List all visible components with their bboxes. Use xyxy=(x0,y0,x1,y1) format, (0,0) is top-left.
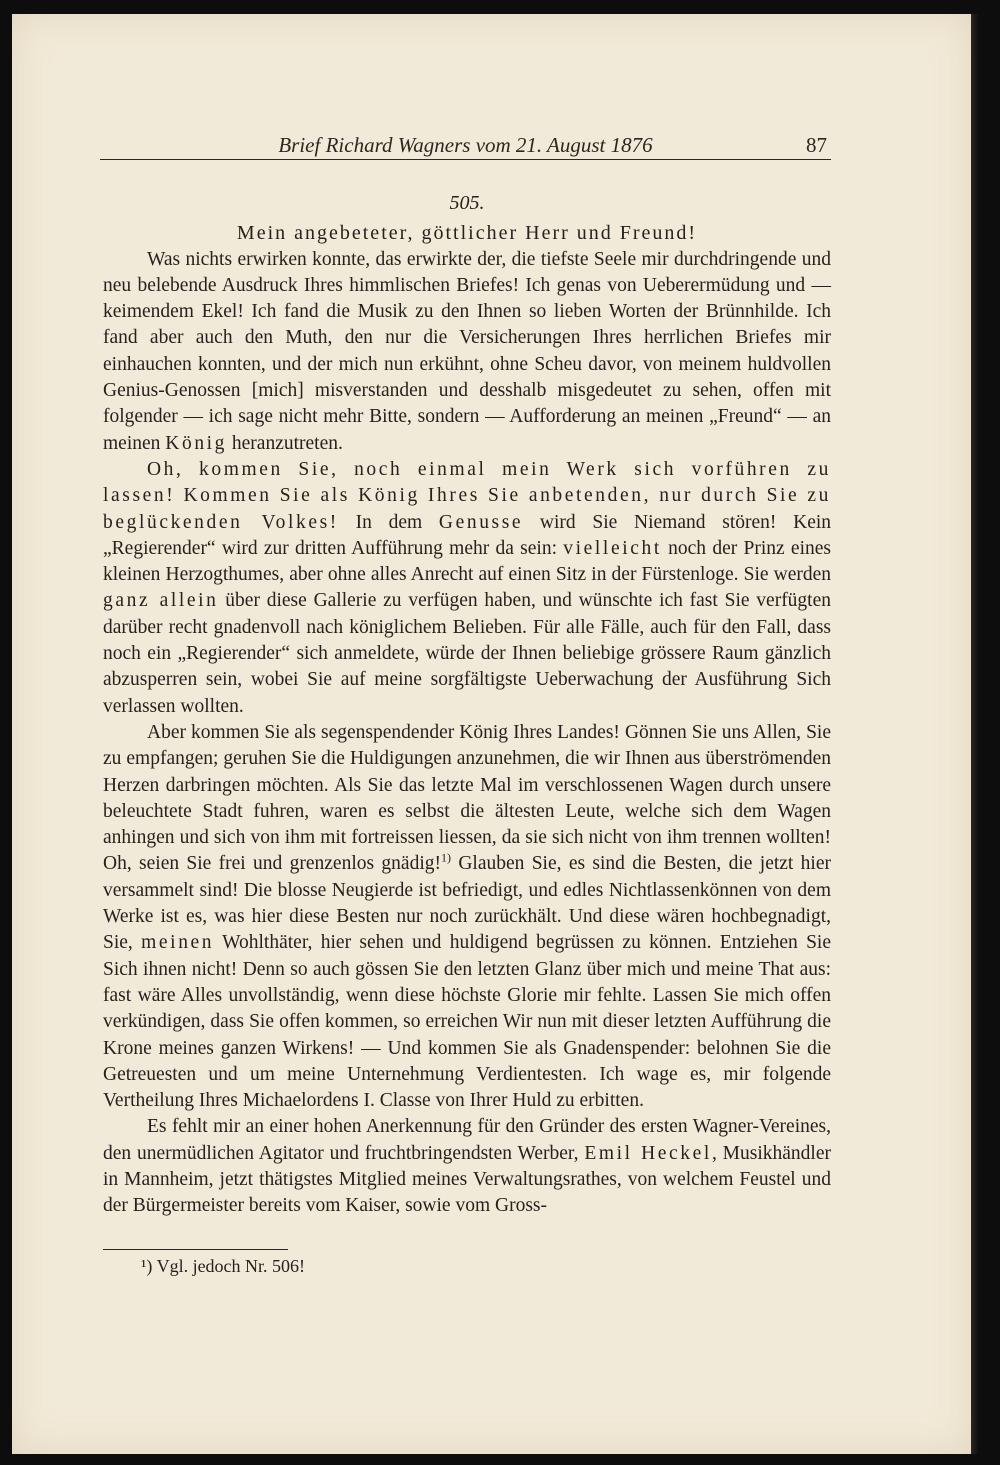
paragraph-3-text: Aber kommen Sie als segenspendender König Ihres Landes! Gönnen Sie uns Allen, Sie zu empfangen; geruhen Sie die Huldigungen anzunehmen, die wir Ihnen aus überströmenden Herzen darbringen möchten. Als Sie das letzte Mal im verschlossenen Wagen durch unsere beleuchtete Stadt fuhren, waren es selbst die ältesten Leute, welche sich dem Wagen anhingen und sich von ihm mit fortreissen liessen, da sie sich nicht von ihm trennen wollten! Oh, seien Sie frei und grenzenlos gnädig! xyxy=(103,721,831,875)
spaced-word: ganz allein xyxy=(103,590,219,612)
paragraph-4 xyxy=(103,1114,831,1219)
footnote-rule xyxy=(103,1249,288,1250)
page-edge xyxy=(971,14,979,1454)
running-title: Brief Richard Wagners vom 21. August 1876 xyxy=(278,133,653,157)
footnote-text: ¹) Vgl. jedoch Nr. 506! xyxy=(141,1256,306,1276)
paragraph-1-text: Was nichts erwirken konnte, das erwirkte der, die tiefste Seele mir durchdringende und neu belebende Ausdruck Ihres himmlischen Briefes! Ich genas von Ueberermüdung und — keimendem Ekel! Ich fand die Musik zu den Ihnen so lieben Worten der Brünnhilde. Ich fand aber auch den Muth, den nur die Versicherungen Ihres herrlichen Briefes mir einhauchen konnten, und der mich nun erkühnt, ohne Scheu davor, von meinem huldvollen Genius-Genossen [mich] misverstanden und desshalb misgedeutet zu sehen, offen mit folgender — ich sage nicht mehr Bitte, sondern — Aufforderung an meinen „Freund“ — an meinen xyxy=(103,248,831,454)
paragraph-4-text: Es fehlt mir an einer hohen Anerkennung für den Gründer des ersten Wagner-Vereines, den unermüdlichen Agitator und fruchtbringendsten Werber, xyxy=(103,1116,831,1164)
letter-number: 505. xyxy=(449,192,485,214)
spaced-word: vielleicht xyxy=(563,537,662,559)
salutation: Mein angebeteter, göttlicher Herr und Freund! xyxy=(236,222,698,245)
paragraph-2-text: In dem xyxy=(355,511,423,533)
paragraph-2-text: noch der Prinz eines kleinen Herzogthumes, aber ohne alles Anrecht auf einen Sitz in der Fürstenloge. Sie werden xyxy=(103,537,832,586)
paragraph-2-text: wird Sie Niemand stören! Kein „Regierender“ wird zur dritten Aufführung mehr da sein: xyxy=(103,511,832,559)
paragraph-1-end: heranzutreten. xyxy=(231,432,343,454)
spaced-text: Oh, kommen Sie, noch einmal mein Werk sich vorführen zu lassen! Kommen Sie als König Ihres Sie anbetenden, nur durch Sie zu beglückenden Volkes! xyxy=(103,458,831,533)
paragraph-4-text: , Musikhändler in Mannheim, jetzt thätigstes Mitglied meines Verwaltungsrathes, von welchem Feustel und der Bürgermeister bereits vom Kaiser, sowie vom Gross- xyxy=(103,1142,831,1217)
footnote xyxy=(103,1249,831,1277)
running-header xyxy=(100,131,831,160)
spaced-word: meinen xyxy=(141,932,215,954)
spaced-word: König xyxy=(165,432,228,454)
paragraph-3 xyxy=(103,720,831,1114)
paragraph-1 xyxy=(103,247,831,457)
spaced-word: Genusse xyxy=(438,511,524,533)
paragraph-3-text: Glauben Sie, es sind die Besten, die jetzt hier versammelt sind! Die blosse Neugierde ist befriedigt, und edles Nichtlassenkönnen von dem Werke ist es, was hier diese Besten nur noch zurückhält. Und diese wären hochbegnadigt, Sie, xyxy=(103,853,831,954)
letter-body xyxy=(103,190,831,1220)
page-number: 87 xyxy=(806,133,827,157)
spaced-name: Emil Heckel xyxy=(584,1142,712,1164)
footnote-marker: 1) xyxy=(440,850,451,865)
paragraph-3-text: Wohlthäter, hier sehen und huldigend begrüssen zu können. Entziehen Sie Sich ihnen nicht! Denn so auch gössen Sie den letzten Glanz über mich und meine That aus: fast wäre Alles unvollständig, wenn diese höchste Glorie mir fehlte. Lassen Sie mich offen verkündigen, dass Sie offen kommen, so erreichen Wir nun mit dieser letzten Aufführung die Krone meines ganzen Wirkens! — Und kommen Sie als Gnadenspender: belohnen Sie die Getreuesten und um meine Unternehmung Verdientesten. Ich wage es, mir folgende Vertheilung Ihres Michaelordens I. Classe von Ihrer Huld zu erbitten. xyxy=(103,932,832,1112)
paragraph-2 xyxy=(103,457,831,720)
paragraph-2-text: über diese Gallerie zu verfügen haben, und wünschte ich fast Sie verfügten darüber recht gnadenvoll nach königlichem Belieben. Für alle Fälle, auch für den Fall, dass noch ein „Regierender“ sich anmeldete, würde der Ihnen beliebige grössere Raum gänzlich abzusperren sein, wobei Sie auf meine sorgfältigste Ueberwachung der Ausführung Sich verlassen wollten. xyxy=(103,590,832,717)
